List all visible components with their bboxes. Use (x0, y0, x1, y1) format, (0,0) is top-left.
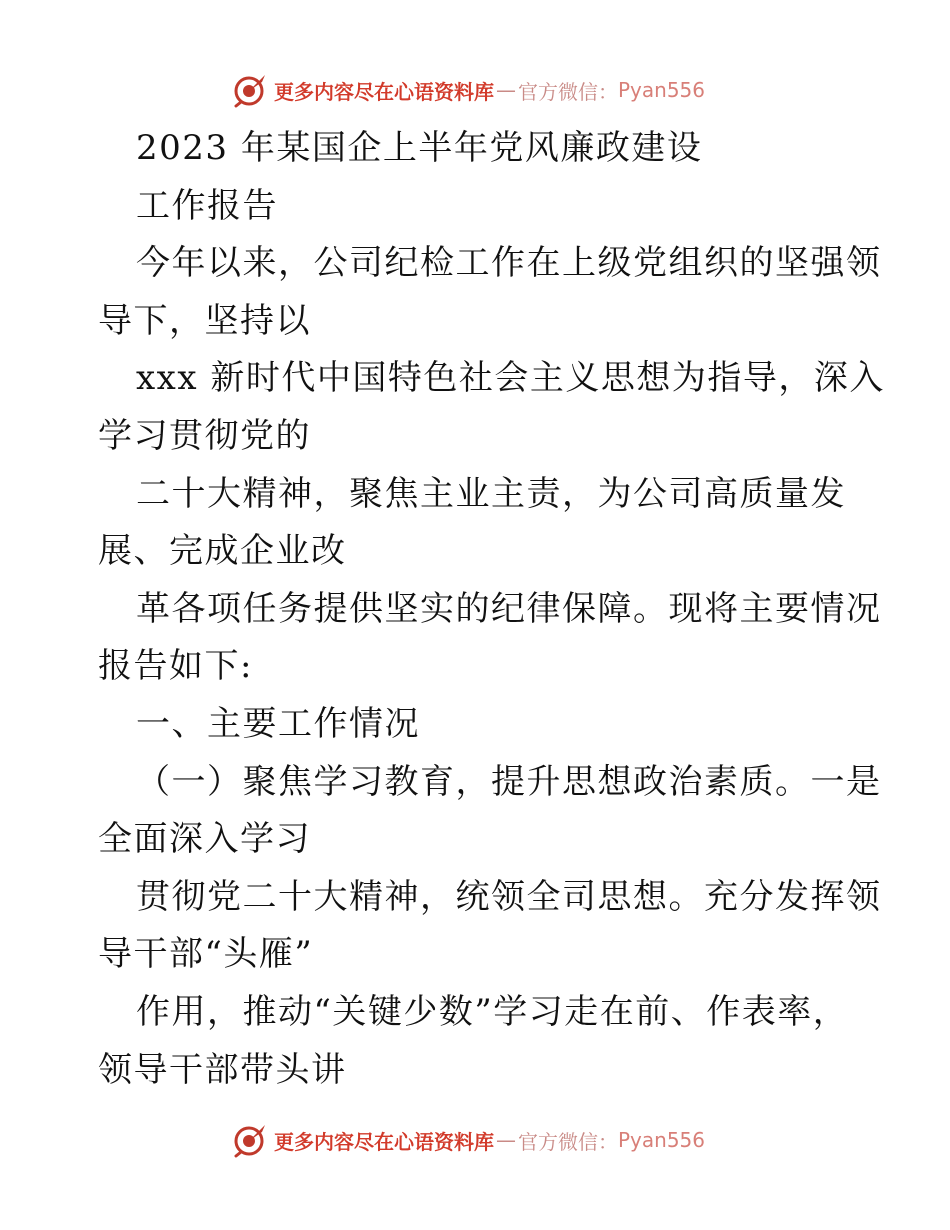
paragraph-line: 领导干部带头讲 (98, 1049, 347, 1090)
paragraph-line: 报告如下: (98, 646, 253, 687)
quill-seal-icon (232, 1122, 268, 1158)
paragraph-line: （一）聚焦学习教育，提升思想政治素质。一是 (136, 761, 882, 802)
footer-banner (232, 1120, 705, 1160)
paragraph-line: 导干部“头雁” (98, 934, 314, 975)
paragraph-line: 学习贯彻党的 (98, 415, 311, 456)
doc-title-line-2: 工作报告 (136, 185, 278, 226)
banner-wechat-id: Pyan556 (618, 1128, 706, 1152)
paragraph-line: xxx 新时代中国特色社会主义思想为指导，深入 (136, 358, 885, 399)
banner-subtext: 官方微信： (518, 1129, 618, 1154)
header-banner (232, 70, 705, 110)
banner-text: 更多内容尽在心语资料库 (274, 79, 494, 104)
paragraph-line: 全面深入学习 (98, 819, 311, 860)
paragraph-line: 今年以来，公司纪检工作在上级党组织的坚强领 (136, 243, 882, 284)
section-heading: 一、主要工作情况 (136, 703, 420, 744)
paragraph-line: 贯彻党二十大精神，统领全司思想。充分发挥领 (136, 876, 882, 917)
paragraph-line: 革各项任务提供坚实的纪律保障。现将主要情况 (136, 588, 882, 629)
paragraph-line: 导下，坚持以 (98, 300, 311, 341)
banner-text: 更多内容尽在心语资料库 (274, 1129, 494, 1154)
paragraph-line: 二十大精神，聚焦主业主责，为公司高质量发 (136, 473, 846, 514)
banner-wechat-id: Pyan556 (618, 78, 706, 102)
banner-separator: — (496, 1128, 516, 1152)
banner-separator: — (496, 78, 516, 102)
doc-title-line-1: 2023 年某国企上半年党风廉政建设 (136, 128, 703, 168)
banner-subtext: 官方微信： (518, 79, 618, 104)
document-body (98, 120, 885, 1099)
quill-seal-icon (232, 72, 268, 108)
paragraph-line: 作用，推动“关键少数”学习走在前、作表率， (136, 991, 849, 1032)
paragraph-line: 展、完成企业改 (98, 531, 347, 572)
